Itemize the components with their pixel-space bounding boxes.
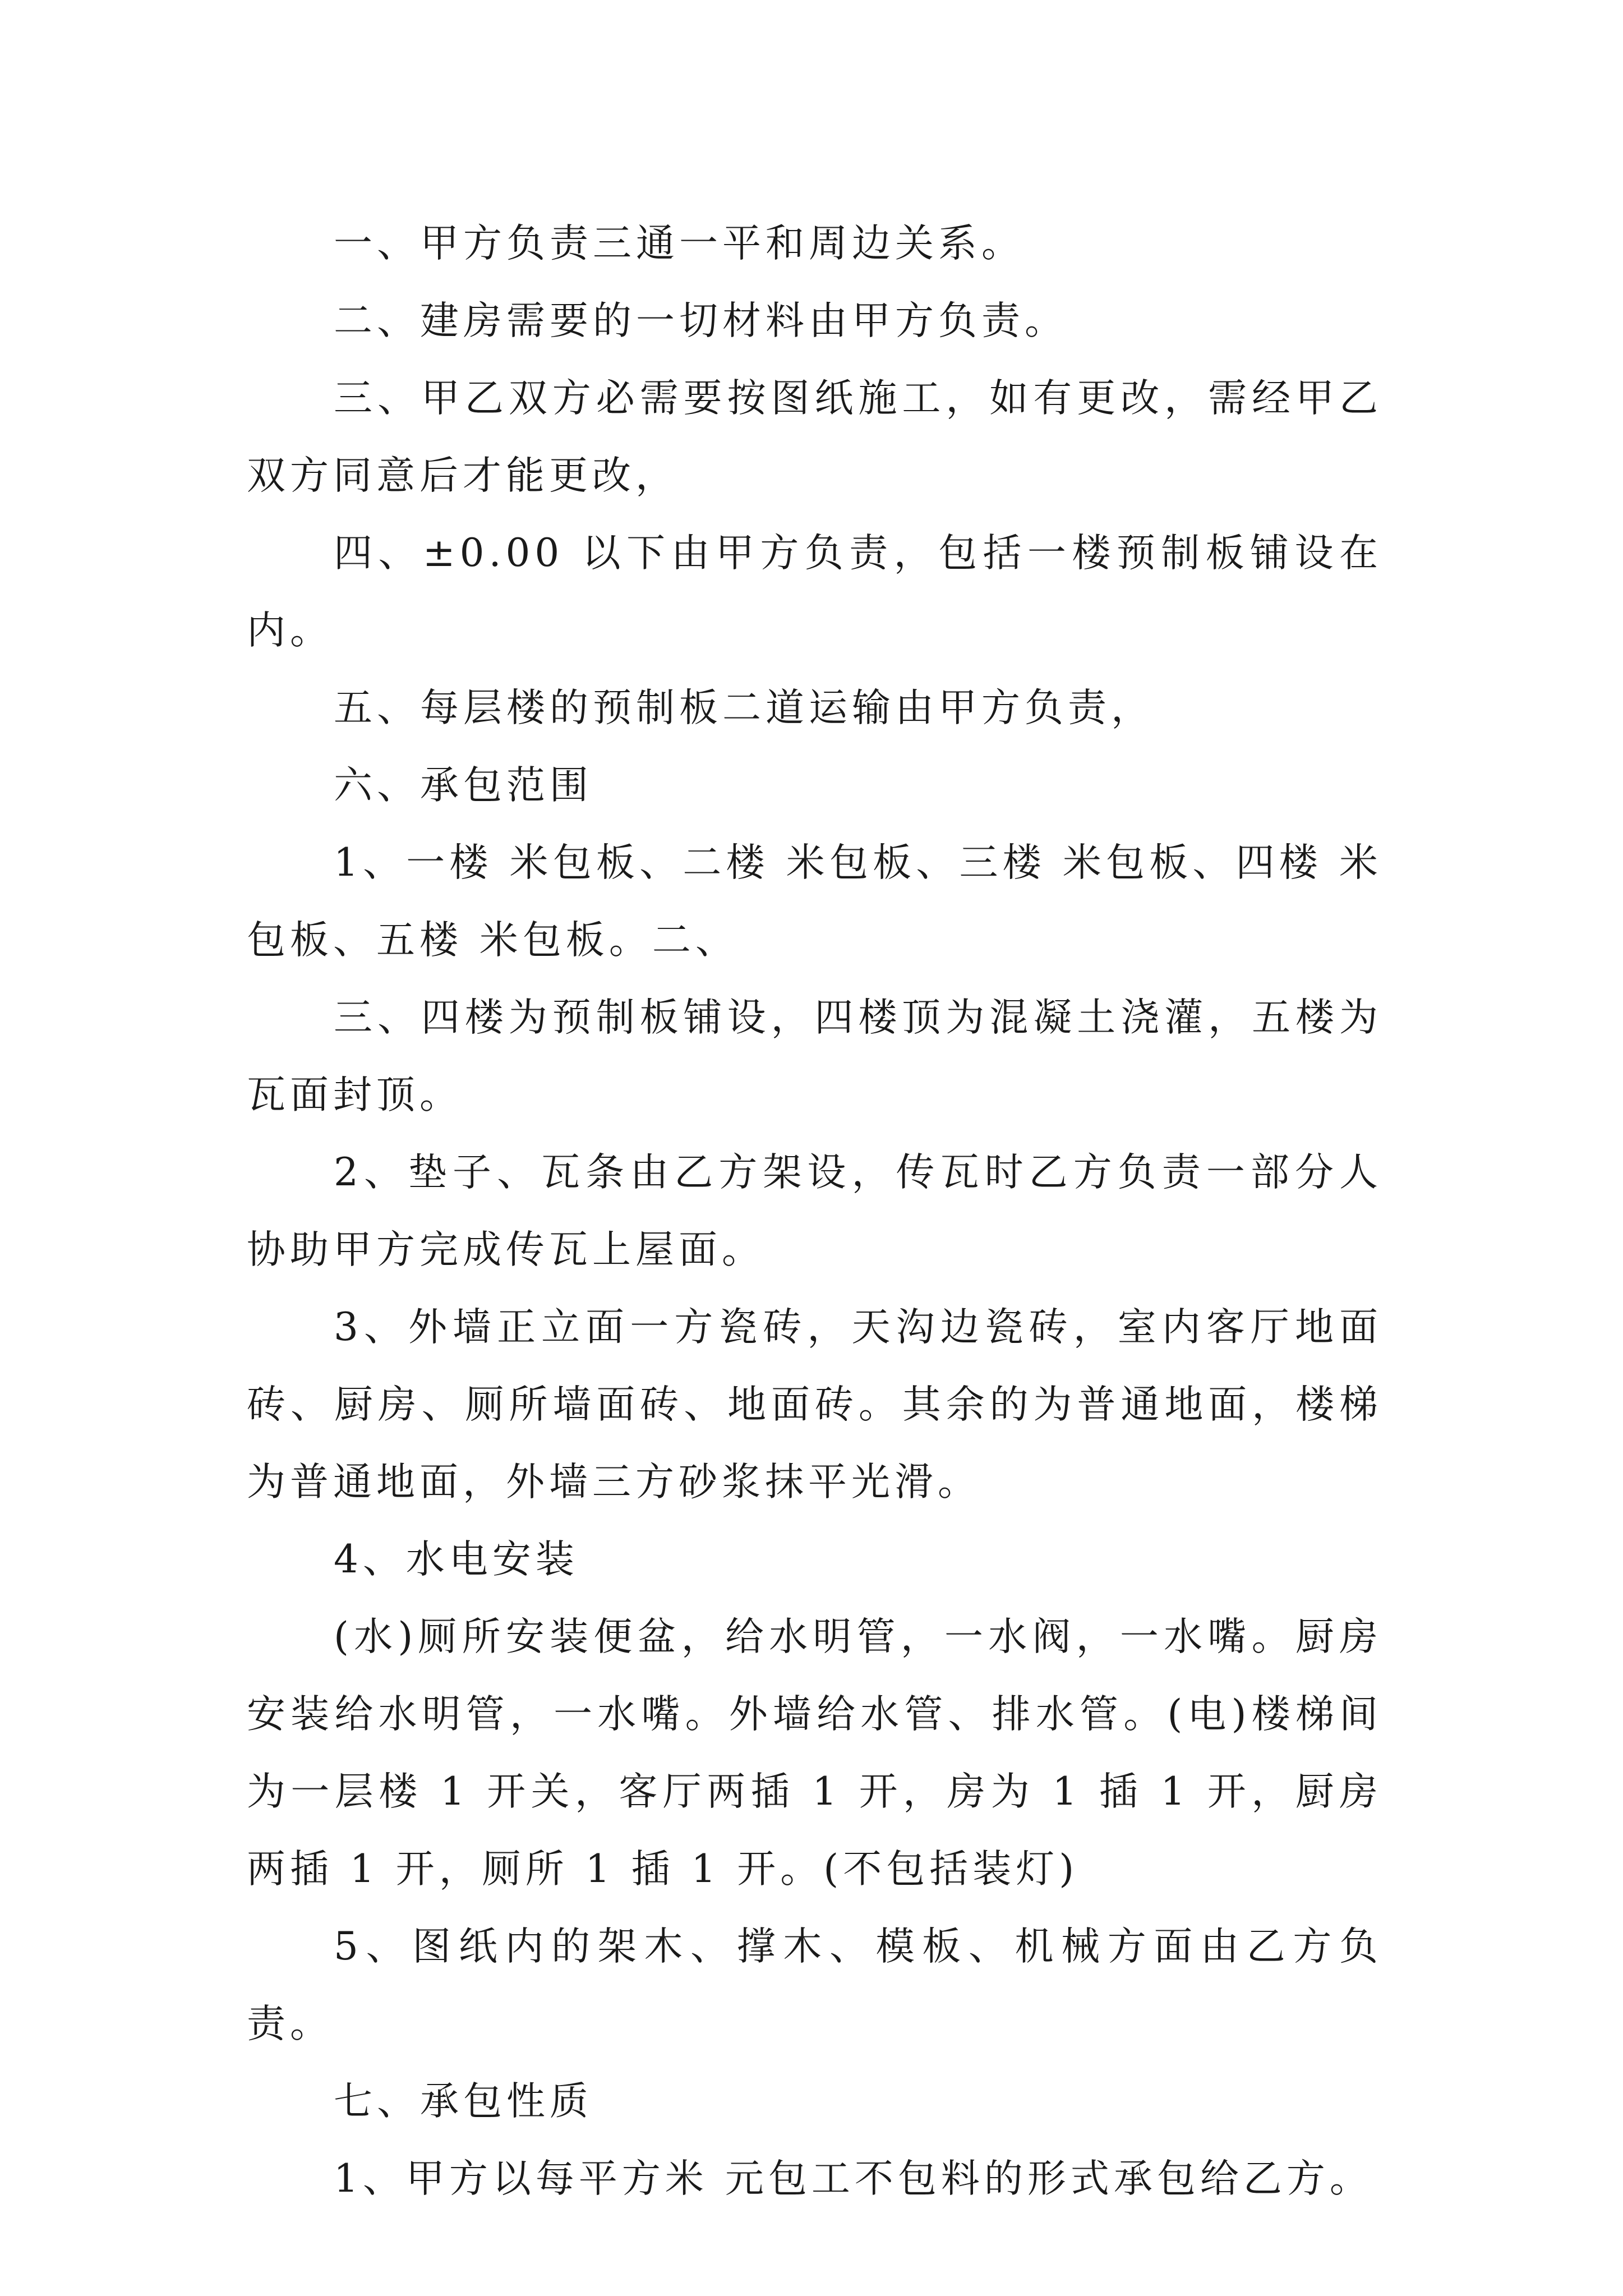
paragraph-12: (水)厕所安装便盆，给水明管，一水阀，一水嘴。厨房安装给水明管，一水嘴。外墙给水管、排水管。(电)楼梯间为一层楼 1 开关，客厅两插 1 开，房为 1 插 1 开，厨房两插 1 开，厕所 1 插 1 开。(不包括装灯) bbox=[247, 1614, 1382, 1892]
paragraph-5: 五、每层楼的预制板二道运输由甲方负责， bbox=[334, 685, 1154, 730]
paragraph-2: 二、建房需要的一切材料由甲方负责。 bbox=[334, 298, 1068, 343]
paragraph-4: 四、±0.00 以下由甲方负责，包括一楼预制板铺设在内。 bbox=[247, 531, 1382, 653]
paragraph-6: 六、承包范围 bbox=[334, 763, 593, 808]
paragraph-15: 1、甲方以每平方米 元包工不包料的形式承包给乙方。 bbox=[334, 2156, 1373, 2201]
paragraph-3: 三、甲乙双方必需要按图纸施工，如有更改，需经甲乙双方同意后才能更改， bbox=[247, 376, 1382, 498]
paragraph-9: 2、垫子、瓦条由乙方架设，传瓦时乙方负责一部分人协助甲方完成传瓦上屋面。 bbox=[247, 1150, 1382, 1272]
paragraph-14: 七、承包性质 bbox=[334, 2079, 593, 2124]
paragraph-8: 三、四楼为预制板铺设，四楼顶为混凝土浇灌，五楼为瓦面封顶。 bbox=[247, 995, 1382, 1117]
paragraph-7: 1、一楼 米包板、二楼 米包板、三楼 米包板、四楼 米包板、五楼 米包板。二、 bbox=[247, 840, 1382, 963]
paragraph-10: 3、外墙正立面一方瓷砖，天沟边瓷砖，室内客厅地面砖、厨房、厕所墙面砖、地面砖。其余的为普通地面，楼梯为普通地面，外墙三方砂浆抹平光滑。 bbox=[247, 1305, 1382, 1504]
paragraph-13: 5、图纸内的架木、撑木、模板、机械方面由乙方负责。 bbox=[247, 1924, 1382, 2046]
paragraph-1: 一、甲方负责三通一平和周边关系。 bbox=[334, 221, 1025, 266]
document-body bbox=[247, 205, 1382, 2217]
paragraph-11: 4、水电安装 bbox=[334, 1537, 579, 1582]
